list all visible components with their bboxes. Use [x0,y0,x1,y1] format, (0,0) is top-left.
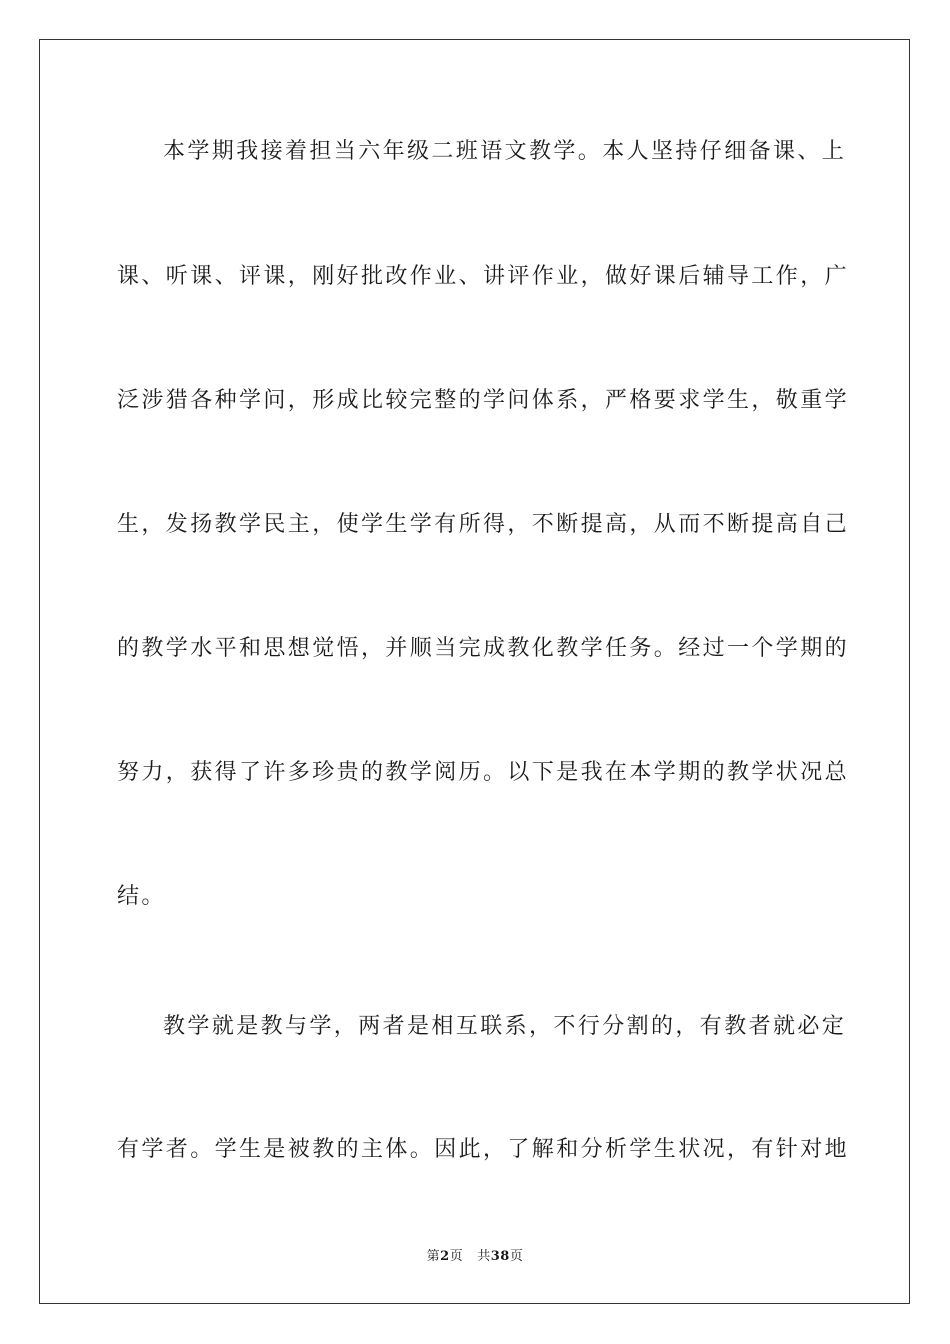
footer-total-pages: 38 [490,1249,510,1264]
paragraph-2-line-2: 有学者。学生是被教的主体。因此，了解和分析学生状况，有针对地 [117,1137,850,1162]
footer-total-prefix: 共 [477,1249,491,1264]
page-footer [0,1248,950,1266]
paragraph-1-line-4: 生，发扬教学民主，使学生学有所得，不断提高，从而不断提高自己 [117,512,850,537]
paragraph-1-line-5: 的教学水平和思想觉悟，并顺当完成教化教学任务。经过一个学期的 [117,636,850,661]
footer-page-prefix: 第 [426,1249,441,1264]
footer-total-suffix: 页 [509,1249,524,1264]
paragraph-1-line-3: 泛涉猎各种学问，形成比较完整的学问体系，严格要求学生，敬重学 [117,388,850,413]
paragraph-1-line-1: 本学期我接着担当六年级二班语文教学。本人坚持仔细备课、上 [163,139,847,164]
paragraph-1-line-2: 课、听课、评课，刚好批改作业、讲评作业，做好课后辅导工作，广 [117,264,850,289]
page-border [39,39,910,1304]
paragraph-1-line-7: 结。 [117,884,166,909]
footer-page-number: 2 [440,1249,450,1264]
paragraph-1-line-6: 努力，获得了许多珍贵的教学阅历。以下是我在本学期的教学状况总 [117,760,850,785]
paragraph-2-line-1: 教学就是教与学，两者是相互联系，不行分割的，有教者就必定 [163,1014,847,1039]
footer-page-suffix: 页 [449,1249,464,1264]
